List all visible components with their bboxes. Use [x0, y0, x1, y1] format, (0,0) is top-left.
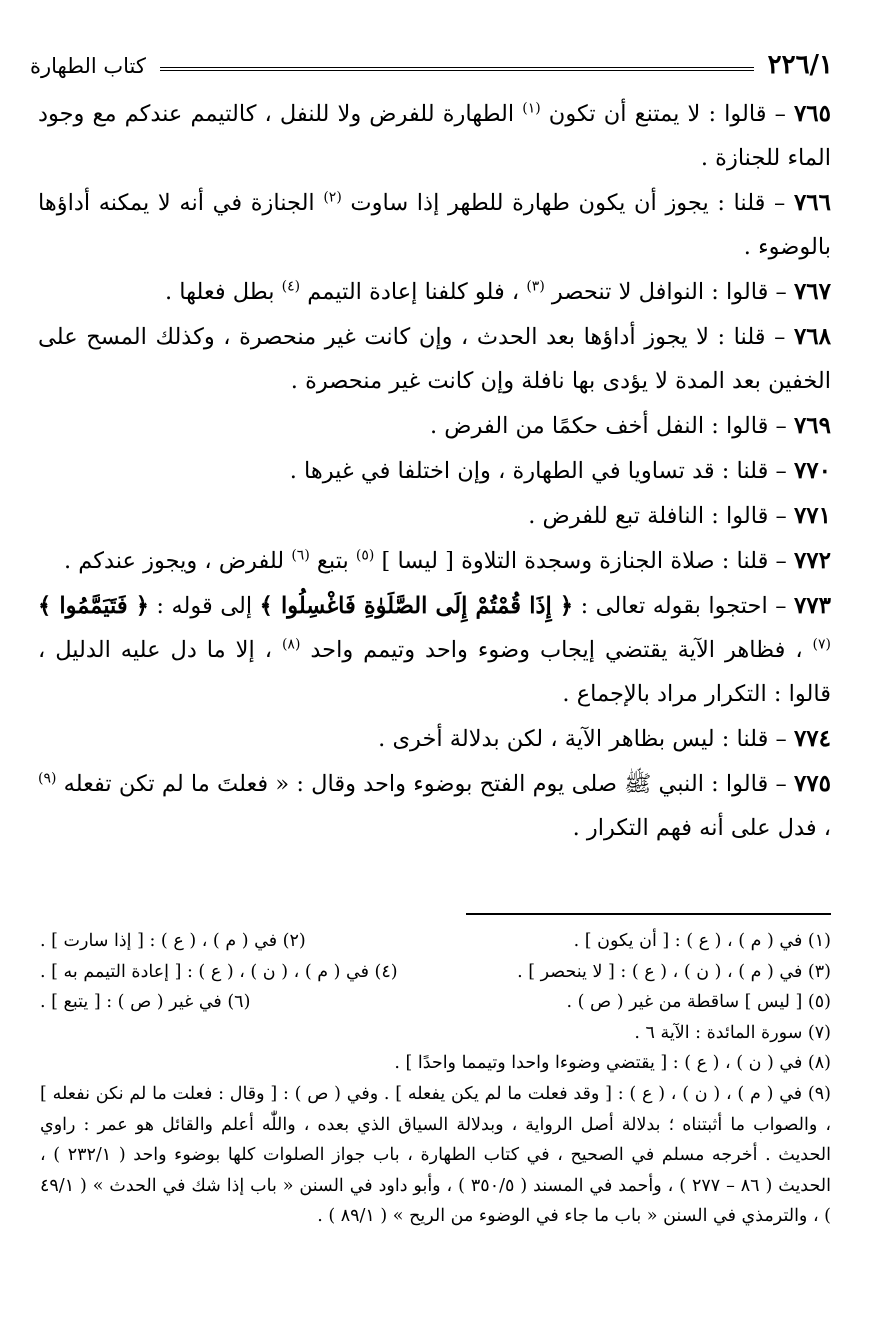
entry-774 — [38, 717, 831, 761]
entry-text: الطهارة للفرض ولا للنفل ، كالتيمم عندكم مع وجود الماء للجنازة . — [38, 101, 831, 171]
entry-text: ، فظاهر الآية يقتضي إيجاب وضوء واحد وتيمم واحد — [300, 637, 813, 663]
entry-text: – قلنا : ليس بظاهر الآية ، لكن بدلالة أخرى . — [378, 726, 787, 752]
footnote-8: (٨) في ( ن ) ، ( ع ) : [ يقتضي وضوءا واحدا وتيمما واحدًا ] . — [394, 1053, 831, 1074]
entry-text: – قالوا : النبي ﷺ صلى يوم الفتح بوضوء واحد وقال : « فعلتَ ما لم تكن تفعله — [56, 771, 787, 797]
entry-text: – قلنا : قد تساويا في الطهارة ، وإن اختلفا في غيرها . — [289, 458, 787, 484]
entry-text: – قالوا : لا يمتنع أن تكون — [540, 101, 786, 127]
entry-number: ٧٦٥ — [793, 100, 831, 127]
footnote-3: (٣) في ( م ) ، ( ن ) ، ( ع ) : [ لا ينحصر ] . — [517, 961, 831, 982]
main-text — [38, 92, 831, 851]
entry-number: ٧٧٣ — [793, 592, 831, 619]
page-number: ٢٢٦/١ — [767, 50, 833, 80]
footnotes — [40, 926, 831, 1232]
footnote-ref: (٦) — [291, 547, 310, 564]
entry-number: ٧٧٤ — [793, 725, 831, 752]
entry-number: ٧٧١ — [793, 502, 831, 529]
entry-771 — [38, 494, 831, 538]
footnote-ref: (٧) — [812, 636, 832, 653]
footnote-6: (٦) في غير ( ص ) : [ يتبع ] . — [40, 992, 251, 1013]
entry-773 — [38, 584, 831, 716]
footnote-7: (٧) سورة المائدة : الآية ٦ . — [634, 1022, 831, 1043]
entry-text: للفرض ، ويجوز عندكم . — [63, 548, 292, 574]
footnote-5: (٥) [ ليس ] ساقطة من غير ( ص ) . — [566, 992, 831, 1013]
entry-number: ٧٦٨ — [793, 323, 831, 350]
entry-text: – قلنا : لا يجوز أداؤها بعد الحدث ، وإن كانت غير منحصرة ، وكذلك المسح على الخفين بعد المدة لا يؤدى بها نافلة وإن كانت غير منحصرة . — [38, 324, 831, 394]
footnote-separator — [466, 913, 831, 915]
entry-775 — [38, 762, 831, 850]
entry-number: ٧٧٥ — [793, 770, 831, 797]
footnote-2: (٢) في ( م ) ، ( ع ) : [ إذا سارت ] . — [40, 931, 306, 951]
entry-text: – قلنا : صلاة الجنازة وسجدة التلاوة [ ليسا ] — [374, 548, 787, 574]
entry-text: – احتجوا بقوله تعالى : — [573, 593, 787, 619]
entry-number: ٧٦٩ — [793, 412, 831, 439]
footnote-row — [40, 957, 831, 988]
footnote-ref: (١) — [522, 100, 541, 117]
entry-text: الجنازة في أنه لا يمكنه أداؤها بالوضوء . — [38, 190, 831, 260]
quran-verse: ﴿ فَتَيَمَّمُوا ﴾ — [38, 593, 149, 619]
footnote-ref: (٤) — [281, 278, 301, 295]
entry-768 — [38, 315, 831, 403]
footnote-1: (١) في ( م ) ، ( ع ) : [ أن يكون ] . — [573, 931, 831, 951]
footnote-ref: (٣) — [526, 278, 545, 295]
entry-text: بتبع — [309, 548, 356, 574]
quran-verse: ﴿ إِذَا قُمْتُمْ إِلَى الصَّلَوٰةِ فَاغْسِلُوا ﴾ — [259, 593, 574, 619]
entry-766 — [38, 181, 831, 269]
entry-number: ٧٧٢ — [793, 547, 831, 574]
footnote-ref: (٥) — [355, 547, 375, 564]
entry-770 — [38, 449, 831, 493]
entry-text: – قالوا : النفل أخف حكمًا من الفرض . — [429, 413, 787, 439]
entry-767 — [38, 270, 831, 314]
entry-number: ٧٦٧ — [793, 278, 831, 305]
entry-text: ، فدل على أنه فهم التكرار . — [572, 815, 831, 841]
entry-text: إلى قوله : — [148, 593, 260, 619]
footnote-ref: (٨) — [281, 636, 301, 653]
footnote-row — [40, 926, 831, 957]
header-rule — [160, 67, 754, 71]
entry-number: ٧٧٠ — [793, 457, 831, 484]
entry-text: – قلنا : يجوز أن يكون طهارة للطهر إذا ساوت — [341, 190, 786, 216]
footnote-9: (٩) في ( م ) ، ( ن ) ، ( ع ) : [ وقد فعلت ما لم يكن يفعله ] . وفي ( ص ) : [ وقال : فعلت ما لم نكن نفعله ] ، والصواب ما أثبتناه ؛ بدلالة أصل الرواية ، وبدلالة السياق الذي بعده ، واللّٰه أعلم والقائل هو عمر : راوي الحديث . أخرجه مسلم في الصحيح ، في كتاب الطهارة ، باب جواز الصلوات كلها بوضوء واحد ( ٢٣٢/١ ) ، الحديث ( ٨٦ – ٢٧٧ ) ، وأحمد في المسند ( ٣٥٠/٥ ) ، وأبو داود في السنن « باب إذا شك في الحدث » ( ٤٩/١ ) ، والترمذي في السنن « باب ما جاء في الوضوء من الريح » ( ٨٩/١ ) . — [40, 1083, 831, 1227]
entry-number: ٧٦٦ — [793, 189, 831, 216]
entry-769 — [38, 404, 831, 448]
entry-text: – قالوا : النافلة تبع للفرض . — [528, 503, 787, 529]
entry-text: بطل فعلها . — [164, 279, 282, 305]
footnote-ref: (٢) — [323, 189, 342, 206]
footnote-ref: (٩) — [38, 770, 57, 787]
footnote-row — [40, 987, 831, 1018]
footnote-4: (٤) في ( م ) ، ( ن ) ، ( ع ) : [ إعادة التيمم به ] . — [40, 961, 398, 982]
entry-text: ، إلا ما دل عليه الدليل ، قالوا : التكرار مراد بالإجماع . — [38, 637, 831, 707]
entry-text: ، فلو كلفنا إعادة التيمم — [300, 279, 527, 305]
entry-765 — [38, 92, 831, 180]
book-title: كتاب الطهارة — [30, 54, 146, 78]
page-header — [30, 46, 833, 80]
entry-text: – قالوا : النوافل لا تنحصر — [544, 279, 787, 305]
entry-772 — [38, 539, 831, 583]
